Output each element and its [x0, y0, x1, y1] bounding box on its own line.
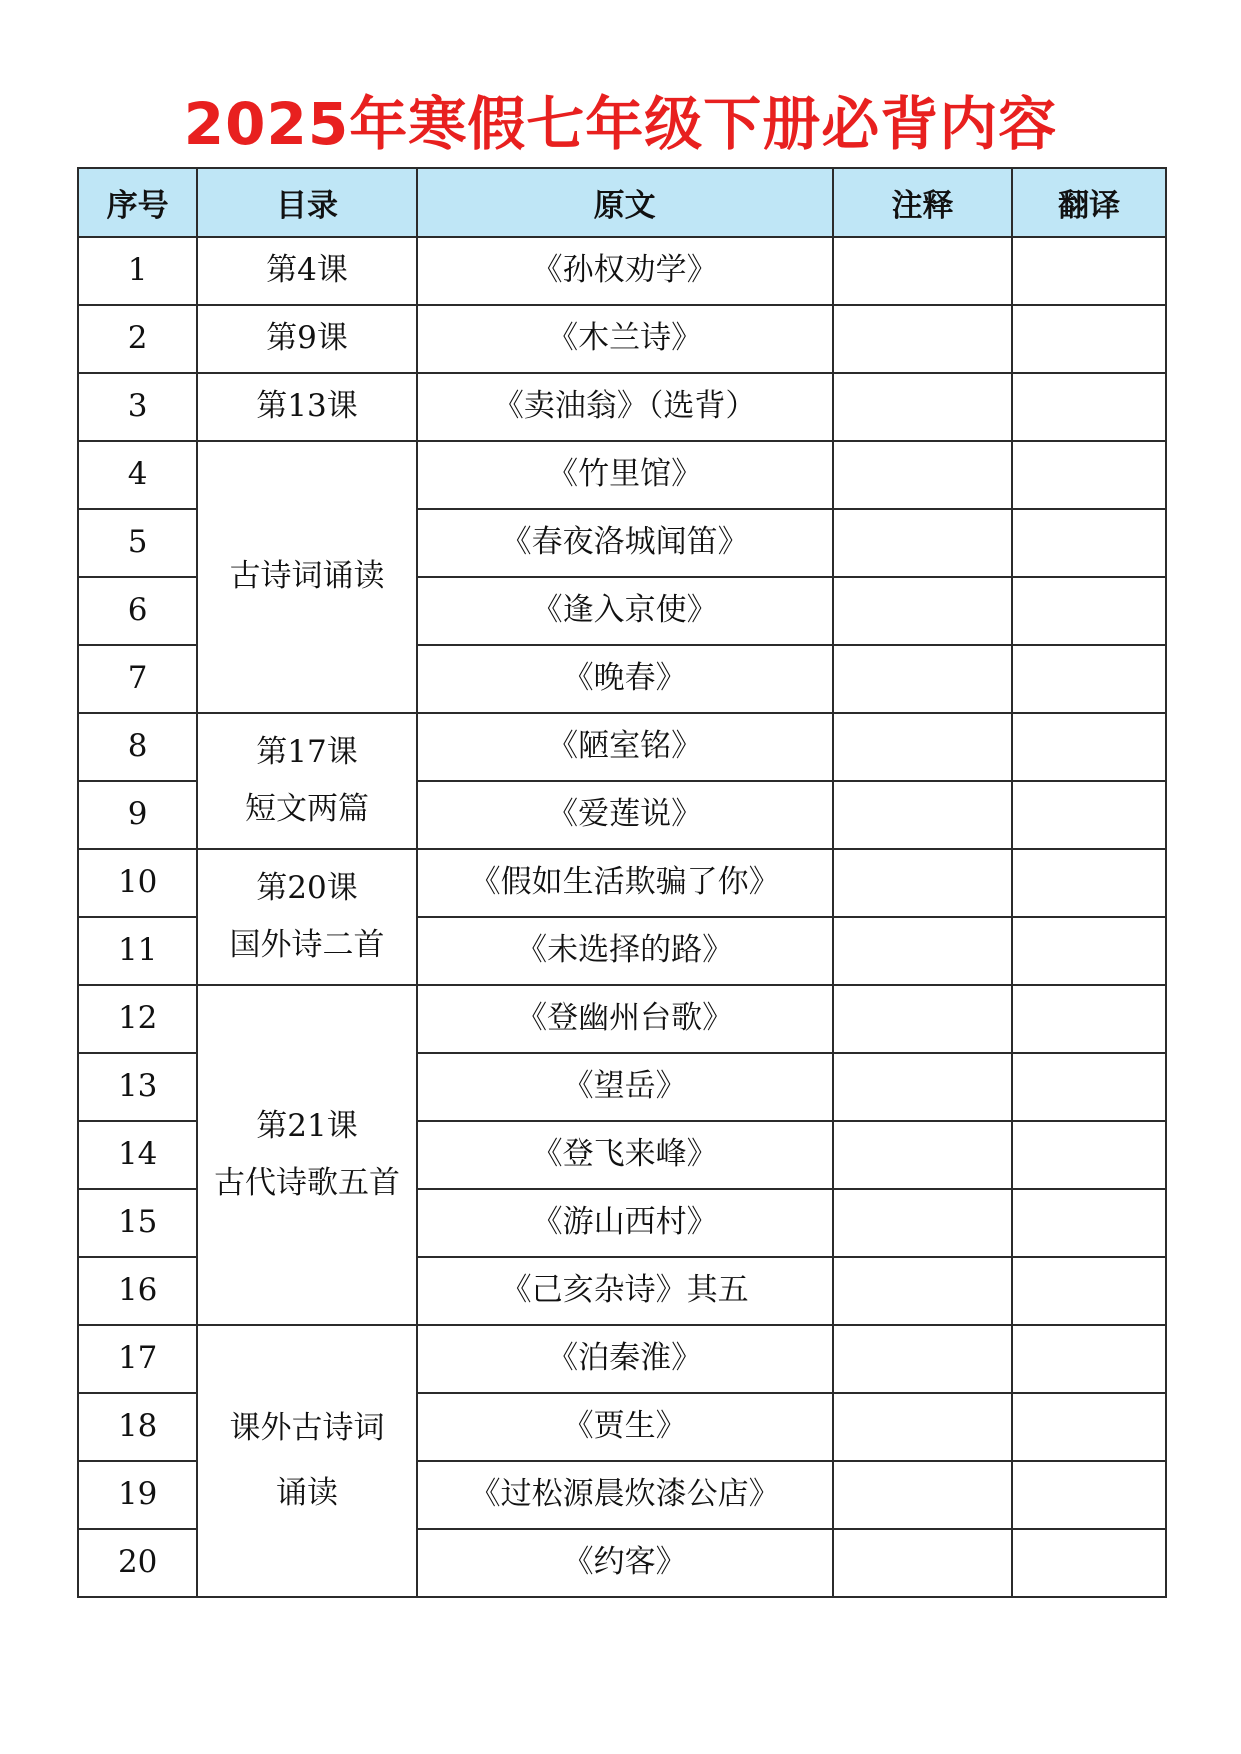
- table-row: [78, 849, 1166, 917]
- original-text-cell: 《春夜洛城闻笛》: [417, 509, 833, 577]
- row-number: 13: [78, 1053, 197, 1121]
- translation-cell[interactable]: [1012, 577, 1166, 645]
- translation-cell[interactable]: [1012, 1121, 1166, 1189]
- notes-cell[interactable]: [833, 1325, 1013, 1393]
- table-row: [78, 237, 1166, 305]
- directory-line: 古诗词诵读: [229, 558, 385, 595]
- table-row: [78, 305, 1166, 373]
- translation-cell[interactable]: [1012, 1257, 1166, 1325]
- translation-cell[interactable]: [1012, 237, 1166, 305]
- translation-cell[interactable]: [1012, 373, 1166, 441]
- translation-cell[interactable]: [1012, 1461, 1166, 1529]
- directory-cell: [197, 373, 416, 441]
- directory-line: 第4课: [266, 252, 348, 289]
- row-number: 2: [78, 305, 197, 373]
- row-number: 17: [78, 1325, 197, 1393]
- row-number: 9: [78, 781, 197, 849]
- table-row: [78, 713, 1166, 781]
- directory-line: 第20课: [256, 869, 358, 906]
- row-number: 20: [78, 1529, 197, 1597]
- translation-cell[interactable]: [1012, 1189, 1166, 1257]
- row-number: 18: [78, 1393, 197, 1461]
- table-row: [78, 985, 1166, 1053]
- directory-cell: [197, 305, 416, 373]
- notes-cell[interactable]: [833, 1189, 1013, 1257]
- translation-cell[interactable]: [1012, 645, 1166, 713]
- row-number: 8: [78, 713, 197, 781]
- notes-cell[interactable]: [833, 645, 1013, 713]
- notes-cell[interactable]: [833, 1121, 1013, 1189]
- row-number: 14: [78, 1121, 197, 1189]
- header-row: [78, 168, 1166, 237]
- notes-cell[interactable]: [833, 1053, 1013, 1121]
- original-text-cell: 《假如生活欺骗了你》: [417, 849, 833, 917]
- row-number: 5: [78, 509, 197, 577]
- row-number: 12: [78, 985, 197, 1053]
- original-text-cell: 《过松源晨炊漆公店》: [417, 1461, 833, 1529]
- notes-cell[interactable]: [833, 373, 1013, 441]
- original-text-cell: 《爱莲说》: [417, 781, 833, 849]
- notes-cell[interactable]: [833, 509, 1013, 577]
- recitation-table: [77, 167, 1167, 1598]
- translation-cell[interactable]: [1012, 849, 1166, 917]
- translation-cell[interactable]: [1012, 305, 1166, 373]
- directory-cell: [197, 849, 416, 985]
- directory-line: 第21课: [256, 1107, 358, 1144]
- directory-cell: [197, 985, 416, 1325]
- original-text-cell: 《贾生》: [417, 1393, 833, 1461]
- original-text-cell: 《己亥杂诗》其五: [417, 1257, 833, 1325]
- row-number: 4: [78, 441, 197, 509]
- notes-cell[interactable]: [833, 1529, 1013, 1597]
- translation-cell[interactable]: [1012, 985, 1166, 1053]
- row-number: 15: [78, 1189, 197, 1257]
- directory-line: 国外诗二首: [229, 927, 385, 963]
- original-text-cell: 《登幽州台歌》: [417, 985, 833, 1053]
- table-row: [78, 373, 1166, 441]
- directory-line: 短文两篇: [244, 791, 369, 827]
- translation-cell[interactable]: [1012, 1393, 1166, 1461]
- translation-cell[interactable]: [1012, 441, 1166, 509]
- header-directory: 目录: [197, 168, 416, 237]
- notes-cell[interactable]: [833, 849, 1013, 917]
- notes-cell[interactable]: [833, 781, 1013, 849]
- original-text-cell: 《卖油翁》（选背）: [417, 373, 833, 441]
- directory-line: 诵读: [275, 1475, 338, 1511]
- original-text-cell: 《陋室铭》: [417, 713, 833, 781]
- directory-cell: [197, 441, 416, 713]
- original-text-cell: 《晚春》: [417, 645, 833, 713]
- notes-cell[interactable]: [833, 577, 1013, 645]
- original-text-cell: 《竹里馆》: [417, 441, 833, 509]
- notes-cell[interactable]: [833, 237, 1013, 305]
- translation-cell[interactable]: [1012, 917, 1166, 985]
- original-text-cell: 《游山西村》: [417, 1189, 833, 1257]
- directory-line: 第13课: [256, 388, 358, 425]
- header-translation: 翻译: [1012, 168, 1166, 237]
- row-number: 11: [78, 917, 197, 985]
- header-original-text: 原文: [417, 168, 833, 237]
- original-text-cell: 《望岳》: [417, 1053, 833, 1121]
- row-number: 1: [78, 237, 197, 305]
- translation-cell[interactable]: [1012, 781, 1166, 849]
- notes-cell[interactable]: [833, 1257, 1013, 1325]
- original-text-cell: 《登飞来峰》: [417, 1121, 833, 1189]
- translation-cell[interactable]: [1012, 713, 1166, 781]
- directory-line: 古代诗歌五首: [213, 1165, 400, 1201]
- notes-cell[interactable]: [833, 1461, 1013, 1529]
- directory-cell: [197, 1325, 416, 1597]
- directory-line: 第17课: [256, 733, 358, 770]
- directory-cell: [197, 237, 416, 305]
- row-number: 6: [78, 577, 197, 645]
- row-number: 10: [78, 849, 197, 917]
- original-text-cell: 《泊秦淮》: [417, 1325, 833, 1393]
- row-number: 7: [78, 645, 197, 713]
- original-text-cell: 《未选择的路》: [417, 917, 833, 985]
- translation-cell[interactable]: [1012, 509, 1166, 577]
- directory-cell: [197, 713, 416, 849]
- original-text-cell: 《约客》: [417, 1529, 833, 1597]
- notes-cell[interactable]: [833, 917, 1013, 985]
- directory-line: 第9课: [266, 320, 348, 357]
- directory-line: 课外古诗词: [229, 1409, 385, 1446]
- header-notes: 注释: [833, 168, 1013, 237]
- translation-cell[interactable]: [1012, 1053, 1166, 1121]
- notes-cell[interactable]: [833, 713, 1013, 781]
- notes-cell[interactable]: [833, 1393, 1013, 1461]
- original-text-cell: 《逢入京使》: [417, 577, 833, 645]
- table-row: [78, 1325, 1166, 1393]
- notes-cell[interactable]: [833, 305, 1013, 373]
- header-no: 序号: [78, 168, 197, 237]
- row-number: 16: [78, 1257, 197, 1325]
- original-text-cell: 《孙权劝学》: [417, 237, 833, 305]
- notes-cell[interactable]: [833, 985, 1013, 1053]
- page-title: 2025年寒假七年级下册必背内容: [183, 90, 1058, 158]
- row-number: 3: [78, 373, 197, 441]
- original-text-cell: 《木兰诗》: [417, 305, 833, 373]
- translation-cell[interactable]: [1012, 1529, 1166, 1597]
- translation-cell[interactable]: [1012, 1325, 1166, 1393]
- notes-cell[interactable]: [833, 441, 1013, 509]
- row-number: 19: [78, 1461, 197, 1529]
- table-row: [78, 441, 1166, 509]
